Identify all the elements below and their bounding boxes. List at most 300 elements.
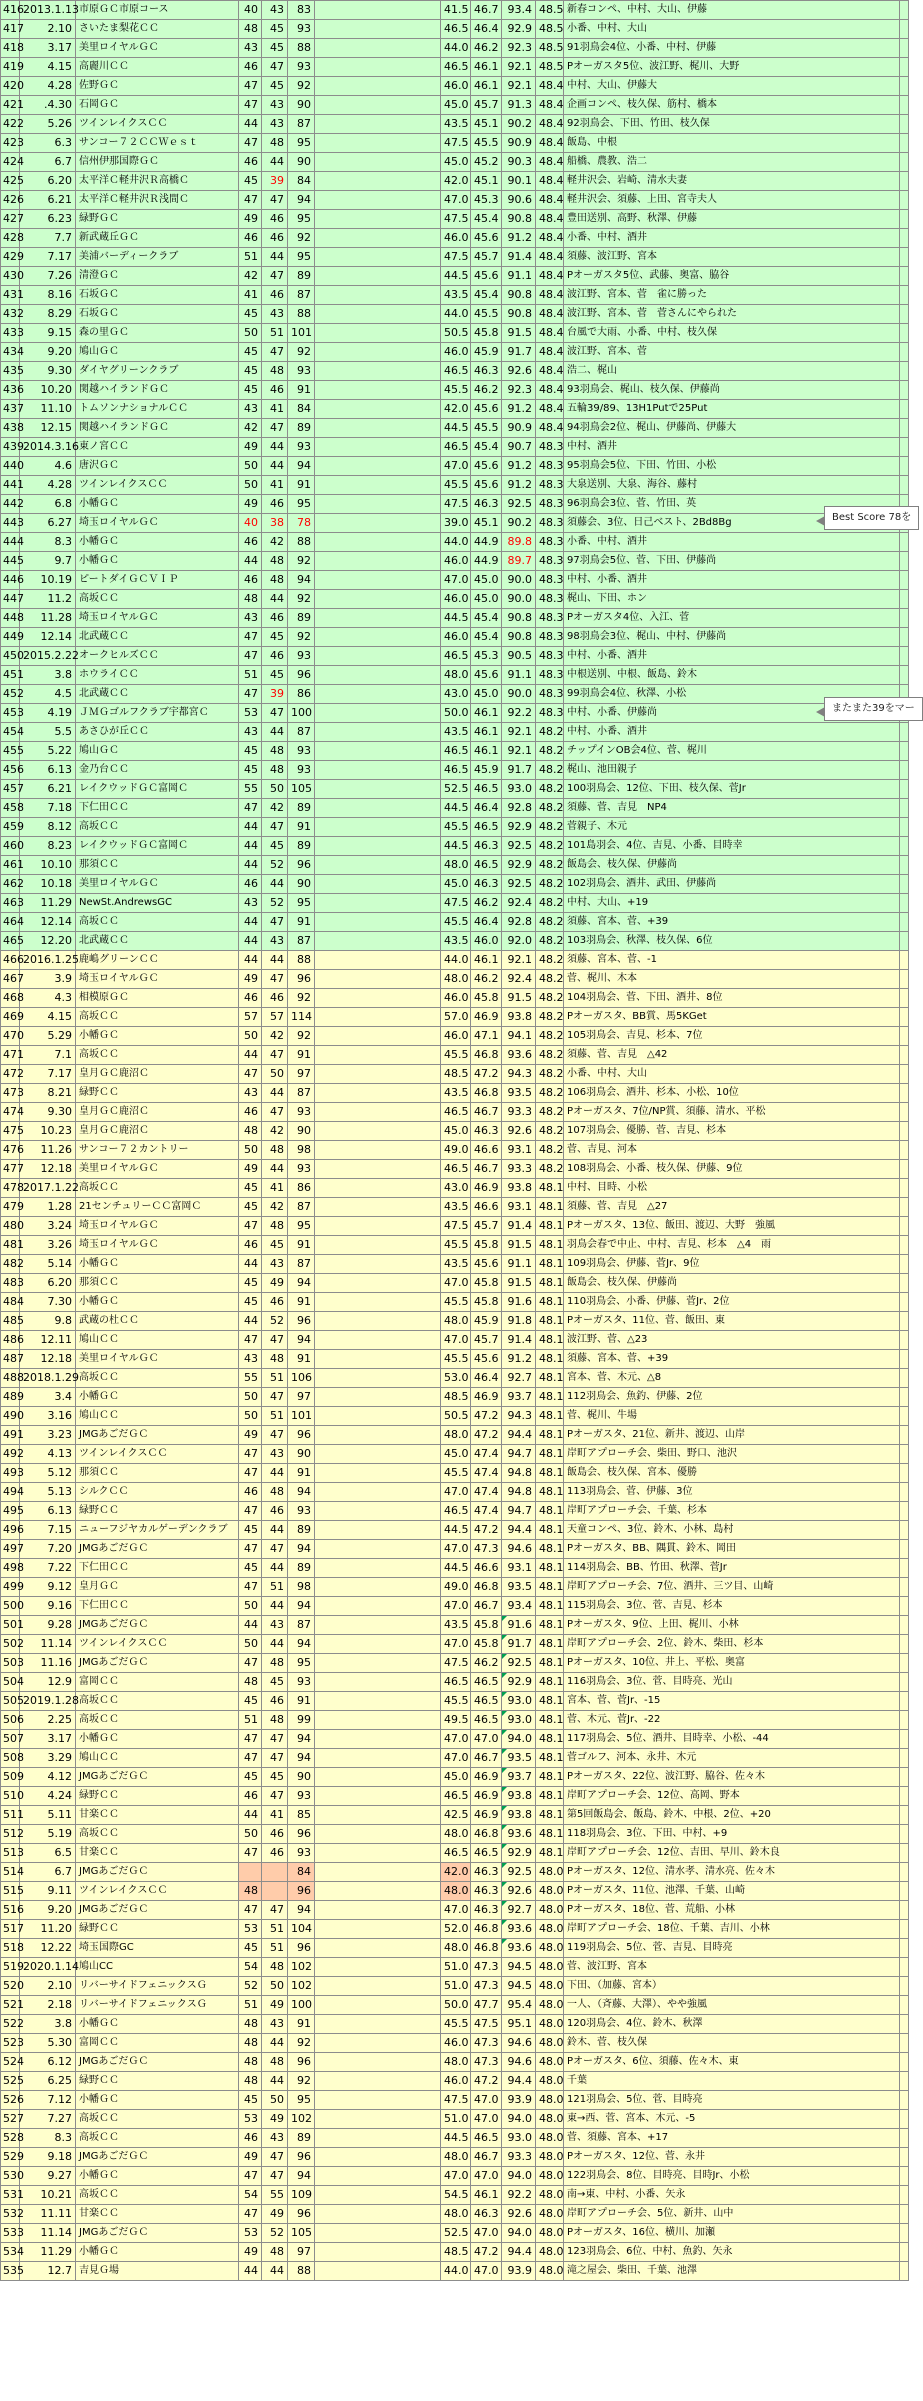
average-overall: 48.0 xyxy=(536,2015,564,2034)
out-score: 44 xyxy=(239,1312,262,1331)
table-row xyxy=(1,1350,909,1369)
total-score: 96 xyxy=(288,856,315,875)
in-score: 44 xyxy=(262,1464,288,1483)
table-row xyxy=(1,1236,909,1255)
date-cell: 6.5 xyxy=(20,1844,76,1863)
gap-cell xyxy=(315,1825,441,1844)
memo-cell: 台風で大雨、小番、中村、枝久保 xyxy=(564,324,900,343)
average-overall: 48.2 xyxy=(536,837,564,856)
total-score: 91 xyxy=(288,1046,315,1065)
memo-cell: Pオーガスタ、22位、波江野、脇谷、佐々木 xyxy=(564,1768,900,1787)
out-score: 49 xyxy=(239,970,262,989)
gap-cell xyxy=(315,2015,441,2034)
course-cell: 新武蔵丘ＧＣ xyxy=(76,229,239,248)
in-score: 44 xyxy=(262,2262,288,2281)
average-half: 49.0 xyxy=(441,1141,471,1160)
total-score: 92 xyxy=(288,2072,315,2091)
edge-cell xyxy=(900,324,909,343)
table-row xyxy=(1,590,909,609)
row-number: 512 xyxy=(1,1825,20,1844)
memo-cell: 須藤、宮本、菅、+39 xyxy=(564,913,900,932)
row-number: 511 xyxy=(1,1806,20,1825)
edge-cell xyxy=(900,1312,909,1331)
average-overall: 48.4 xyxy=(536,210,564,229)
average-overall: 48.4 xyxy=(536,305,564,324)
in-score: 47 xyxy=(262,419,288,438)
average-half: 48.5 xyxy=(441,1065,471,1084)
total-score: 100 xyxy=(288,1996,315,2015)
row-number: 529 xyxy=(1,2148,20,2167)
memo-cell: 飯島会、枝久保、伊藤尚 xyxy=(564,1274,900,1293)
average-overall: 48.2 xyxy=(536,951,564,970)
date-cell: 5.14 xyxy=(20,1255,76,1274)
average-total: 94.8 xyxy=(502,1464,536,1483)
date-cell: 3.9 xyxy=(20,970,76,989)
in-score: 46 xyxy=(262,989,288,1008)
course-cell: ツインレイクスＣＣ xyxy=(76,115,239,134)
in-score: 47 xyxy=(262,191,288,210)
edge-cell xyxy=(900,2262,909,2281)
date-cell: 5.5 xyxy=(20,723,76,742)
course-cell: 埼玉ロイヤルＧＣ xyxy=(76,1217,239,1236)
table-row xyxy=(1,894,909,913)
average-recent: 45.8 xyxy=(471,324,502,343)
average-total: 93.6 xyxy=(502,1825,536,1844)
in-score: 46 xyxy=(262,1825,288,1844)
average-total: 92.7 xyxy=(502,1369,536,1388)
memo-cell: 菅、須藤、宮本、+17 xyxy=(564,2129,900,2148)
average-recent: 47.2 xyxy=(471,1426,502,1445)
total-score: 102 xyxy=(288,1977,315,1996)
date-cell: 7.17 xyxy=(20,1065,76,1084)
average-overall: 48.1 xyxy=(536,1806,564,1825)
row-number: 484 xyxy=(1,1293,20,1312)
date-cell: 6.7 xyxy=(20,1863,76,1882)
out-score: 48 xyxy=(239,590,262,609)
table-row xyxy=(1,381,909,400)
memo-cell: Pオーガスタ、11位、菅、飯田、東 xyxy=(564,1312,900,1331)
average-half: 53.0 xyxy=(441,1369,471,1388)
average-total: 92.9 xyxy=(502,818,536,837)
average-recent: 46.8 xyxy=(471,1084,502,1103)
table-row xyxy=(1,2167,909,2186)
average-total: 92.5 xyxy=(502,1863,536,1882)
total-score: 89 xyxy=(288,1521,315,1540)
out-score: 44 xyxy=(239,1255,262,1274)
out-score: 46 xyxy=(239,1103,262,1122)
average-recent: 46.5 xyxy=(471,2129,502,2148)
gap-cell xyxy=(315,1065,441,1084)
average-half: 48.0 xyxy=(441,970,471,989)
date-cell: 8.29 xyxy=(20,305,76,324)
memo-cell: 91羽鳥会4位、小番、中村、伊藤 xyxy=(564,39,900,58)
edge-cell xyxy=(900,1331,909,1350)
average-total: 93.3 xyxy=(502,1160,536,1179)
total-score: 102 xyxy=(288,2110,315,2129)
date-cell: 11.20 xyxy=(20,1920,76,1939)
in-score: 44 xyxy=(262,1160,288,1179)
memo-cell: Pオーガスタ、11位、池澤、千葉、山崎 xyxy=(564,1882,900,1901)
gap-cell xyxy=(315,666,441,685)
out-score: 45 xyxy=(239,1198,262,1217)
total-score: 87 xyxy=(288,1616,315,1635)
average-recent: 45.8 xyxy=(471,1635,502,1654)
gap-cell xyxy=(315,1293,441,1312)
edge-cell xyxy=(900,1825,909,1844)
average-half: 47.0 xyxy=(441,1331,471,1350)
course-cell: 美里ロイヤルＧＣ xyxy=(76,39,239,58)
average-half: 45.5 xyxy=(441,818,471,837)
average-half: 46.5 xyxy=(441,1502,471,1521)
average-recent: 45.8 xyxy=(471,989,502,1008)
average-half: 47.5 xyxy=(441,1217,471,1236)
gap-cell xyxy=(315,1464,441,1483)
memo-cell: 97羽鳥会5位、菅、下田、伊藤尚 xyxy=(564,552,900,571)
average-total: 92.6 xyxy=(502,1122,536,1141)
total-score: 86 xyxy=(288,1179,315,1198)
table-row xyxy=(1,1198,909,1217)
edge-cell xyxy=(900,894,909,913)
out-score: 49 xyxy=(239,438,262,457)
edge-cell xyxy=(900,1027,909,1046)
average-recent: 46.4 xyxy=(471,799,502,818)
edge-cell xyxy=(900,1483,909,1502)
average-overall: 48.1 xyxy=(536,1768,564,1787)
average-recent: 46.6 xyxy=(471,1141,502,1160)
average-overall: 48.1 xyxy=(536,1293,564,1312)
course-cell: 関越ハイランドＧＣ xyxy=(76,419,239,438)
average-half: 44.0 xyxy=(441,533,471,552)
memo-cell: 106羽鳥会、酒井、杉本、小松、10位 xyxy=(564,1084,900,1103)
table-row xyxy=(1,2034,909,2053)
table-row xyxy=(1,1,909,20)
average-total: 92.6 xyxy=(502,2205,536,2224)
average-recent: 46.9 xyxy=(471,1008,502,1027)
average-total: 93.0 xyxy=(502,1711,536,1730)
average-recent: 46.3 xyxy=(471,362,502,381)
average-half: 42.0 xyxy=(441,1863,471,1882)
edge-cell xyxy=(900,2243,909,2262)
average-recent: 45.6 xyxy=(471,1350,502,1369)
table-row xyxy=(1,2262,909,2281)
row-number: 514 xyxy=(1,1863,20,1882)
average-half: 46.5 xyxy=(441,1844,471,1863)
average-overall: 48.1 xyxy=(536,1217,564,1236)
table-row xyxy=(1,1749,909,1768)
out-score: 45 xyxy=(239,381,262,400)
gap-cell xyxy=(315,362,441,381)
average-overall: 48.3 xyxy=(536,628,564,647)
average-recent: 45.5 xyxy=(471,134,502,153)
average-half: 45.5 xyxy=(441,1464,471,1483)
date-cell: 11.14 xyxy=(20,1635,76,1654)
course-cell: 清澄ＧＣ xyxy=(76,267,239,286)
row-number: 468 xyxy=(1,989,20,1008)
course-cell: ツインレイクスＣＣ xyxy=(76,1635,239,1654)
table-row xyxy=(1,457,909,476)
average-half: 52.0 xyxy=(441,1920,471,1939)
average-total: 92.4 xyxy=(502,970,536,989)
date-cell: 11.29 xyxy=(20,894,76,913)
total-score: 91 xyxy=(288,818,315,837)
average-recent: 45.6 xyxy=(471,267,502,286)
course-cell: 高坂ＣＣ xyxy=(76,2186,239,2205)
total-score: 94 xyxy=(288,2167,315,2186)
date-cell: 8.3 xyxy=(20,2129,76,2148)
edge-cell xyxy=(900,343,909,362)
out-score: 44 xyxy=(239,2262,262,2281)
total-score: 106 xyxy=(288,1369,315,1388)
edge-cell xyxy=(900,20,909,39)
course-cell: 21センチュリーＣＣ富岡Ｃ xyxy=(76,1198,239,1217)
average-half: 46.5 xyxy=(441,58,471,77)
gap-cell xyxy=(315,647,441,666)
memo-cell: 114羽鳥会、BB、竹田、秋澤、菅Jr xyxy=(564,1559,900,1578)
total-score: 102 xyxy=(288,1958,315,1977)
date-cell: 2015.2.22 xyxy=(20,647,76,666)
in-score: 43 xyxy=(262,1445,288,1464)
average-total: 90.7 xyxy=(502,438,536,457)
average-recent: 46.7 xyxy=(471,1103,502,1122)
average-total: 92.3 xyxy=(502,381,536,400)
average-total: 94.4 xyxy=(502,1521,536,1540)
average-overall: 48.0 xyxy=(536,1863,564,1882)
memo-cell: 120羽鳥会、4位、鈴木、秋澤 xyxy=(564,2015,900,2034)
in-score: 46 xyxy=(262,609,288,628)
out-score: 44 xyxy=(239,913,262,932)
edge-cell xyxy=(900,818,909,837)
date-cell: 12.7 xyxy=(20,2262,76,2281)
average-recent: 45.5 xyxy=(471,419,502,438)
total-score: 95 xyxy=(288,495,315,514)
course-cell: 甘楽ＣＣ xyxy=(76,2205,239,2224)
out-score: 47 xyxy=(239,1464,262,1483)
gap-cell xyxy=(315,1863,441,1882)
total-score: 114 xyxy=(288,1008,315,1027)
total-score: 90 xyxy=(288,1768,315,1787)
table-row xyxy=(1,1426,909,1445)
average-recent: 46.3 xyxy=(471,2205,502,2224)
row-number: 467 xyxy=(1,970,20,989)
out-score: 44 xyxy=(239,818,262,837)
average-recent: 47.3 xyxy=(471,2053,502,2072)
gap-cell xyxy=(315,1977,441,1996)
table-row xyxy=(1,2243,909,2262)
in-score: 43 xyxy=(262,1255,288,1274)
in-score: 47 xyxy=(262,1046,288,1065)
memo-cell: 95羽鳥会5位、下田、竹田、小松 xyxy=(564,457,900,476)
table-row xyxy=(1,989,909,1008)
average-recent: 46.7 xyxy=(471,1,502,20)
average-total: 93.1 xyxy=(502,1198,536,1217)
average-overall: 48.5 xyxy=(536,20,564,39)
out-score: 48 xyxy=(239,2072,262,2091)
average-half: 46.0 xyxy=(441,1027,471,1046)
table-row xyxy=(1,495,909,514)
table-row xyxy=(1,153,909,172)
out-score: 45 xyxy=(239,1179,262,1198)
average-recent: 46.4 xyxy=(471,1369,502,1388)
average-overall: 48.2 xyxy=(536,894,564,913)
average-half: 47.5 xyxy=(441,495,471,514)
average-overall: 48.0 xyxy=(536,2053,564,2072)
gap-cell xyxy=(315,1103,441,1122)
row-number: 500 xyxy=(1,1597,20,1616)
table-row xyxy=(1,20,909,39)
row-number: 437 xyxy=(1,400,20,419)
date-cell: 12.15 xyxy=(20,419,76,438)
in-score: 51 xyxy=(262,1578,288,1597)
average-overall: 48.0 xyxy=(536,2205,564,2224)
gap-cell xyxy=(315,799,441,818)
row-number: 425 xyxy=(1,172,20,191)
average-overall: 48.0 xyxy=(536,2110,564,2129)
total-score: 95 xyxy=(288,134,315,153)
out-score: 49 xyxy=(239,210,262,229)
average-recent: 46.1 xyxy=(471,2186,502,2205)
callout-best-score: Best Score 78を xyxy=(824,506,919,530)
course-cell: ピートダイＧＣＶＩＰ xyxy=(76,571,239,590)
average-recent: 45.1 xyxy=(471,514,502,533)
average-total: 92.1 xyxy=(502,742,536,761)
gap-cell xyxy=(315,2205,441,2224)
total-score: 105 xyxy=(288,780,315,799)
gap-cell xyxy=(315,1730,441,1749)
date-cell: 6.20 xyxy=(20,1274,76,1293)
average-total: 89.7 xyxy=(502,552,536,571)
total-score: 92 xyxy=(288,1027,315,1046)
table-row xyxy=(1,1388,909,1407)
average-overall: 48.1 xyxy=(536,1844,564,1863)
average-total: 91.1 xyxy=(502,666,536,685)
memo-cell: 波江野、宮本、菅 雀に勝った xyxy=(564,286,900,305)
table-row xyxy=(1,210,909,229)
row-number: 525 xyxy=(1,2072,20,2091)
edge-cell xyxy=(900,2186,909,2205)
in-score: 50 xyxy=(262,780,288,799)
memo-cell: Pオーガスタ、21位、新井、渡辺、山岸 xyxy=(564,1426,900,1445)
edge-cell xyxy=(900,1597,909,1616)
total-score: 91 xyxy=(288,1350,315,1369)
gap-cell xyxy=(315,1635,441,1654)
out-score: 46 xyxy=(239,571,262,590)
average-overall: 48.2 xyxy=(536,856,564,875)
out-score: 45 xyxy=(239,1293,262,1312)
in-score: 45 xyxy=(262,39,288,58)
out-score: 42 xyxy=(239,419,262,438)
course-cell: 下仁田ＣＣ xyxy=(76,1559,239,1578)
average-total: 92.5 xyxy=(502,1654,536,1673)
average-overall: 48.3 xyxy=(536,666,564,685)
average-half: 47.5 xyxy=(441,2091,471,2110)
average-half: 47.5 xyxy=(441,894,471,913)
average-recent: 47.2 xyxy=(471,2072,502,2091)
row-number: 494 xyxy=(1,1483,20,1502)
course-cell: 美里ロイヤルＧＣ xyxy=(76,1160,239,1179)
out-score: 47 xyxy=(239,1578,262,1597)
edge-cell xyxy=(900,647,909,666)
average-total: 93.3 xyxy=(502,1103,536,1122)
row-number: 510 xyxy=(1,1787,20,1806)
row-number: 460 xyxy=(1,837,20,856)
gap-cell xyxy=(315,438,441,457)
average-overall: 48.2 xyxy=(536,780,564,799)
average-overall: 48.2 xyxy=(536,875,564,894)
edge-cell xyxy=(900,96,909,115)
edge-cell xyxy=(900,172,909,191)
average-half: 45.5 xyxy=(441,1046,471,1065)
average-overall: 48.1 xyxy=(536,1502,564,1521)
edge-cell xyxy=(900,970,909,989)
memo-cell: 107羽鳥会、優勝、菅、吉見、杉本 xyxy=(564,1122,900,1141)
course-cell: 小幡ＧＣ xyxy=(76,2243,239,2262)
memo-cell: 菅ゴルフ、河本、永井、木元 xyxy=(564,1749,900,1768)
out-score: 45 xyxy=(239,1768,262,1787)
in-score: 52 xyxy=(262,894,288,913)
course-cell: 下仁田ＣＣ xyxy=(76,799,239,818)
average-recent: 45.1 xyxy=(471,172,502,191)
course-cell: 甘楽ＣＣ xyxy=(76,1806,239,1825)
row-number: 470 xyxy=(1,1027,20,1046)
average-half: 45.5 xyxy=(441,381,471,400)
edge-cell xyxy=(900,2205,909,2224)
average-overall: 48.1 xyxy=(536,1730,564,1749)
date-cell: 7.26 xyxy=(20,267,76,286)
course-cell: 埼玉ロイヤルＧＣ xyxy=(76,1236,239,1255)
average-total: 92.2 xyxy=(502,704,536,723)
in-score: 47 xyxy=(262,1388,288,1407)
out-score: 43 xyxy=(239,723,262,742)
out-score: 43 xyxy=(239,400,262,419)
gap-cell xyxy=(315,343,441,362)
gap-cell xyxy=(315,1768,441,1787)
date-cell: 7.17 xyxy=(20,248,76,267)
total-score: 93 xyxy=(288,761,315,780)
total-score: 100 xyxy=(288,704,315,723)
average-recent: 46.1 xyxy=(471,58,502,77)
out-score: 48 xyxy=(239,1673,262,1692)
edge-cell xyxy=(900,2072,909,2091)
total-score: 83 xyxy=(288,1,315,20)
gap-cell xyxy=(315,723,441,742)
memo-cell: Pオーガスタ5位、武藤、奥富、脇谷 xyxy=(564,267,900,286)
edge-cell xyxy=(900,761,909,780)
in-score: 44 xyxy=(262,951,288,970)
table-row xyxy=(1,1920,909,1939)
average-overall: 48.1 xyxy=(536,1426,564,1445)
average-overall: 48.0 xyxy=(536,2186,564,2205)
average-total: 93.8 xyxy=(502,1806,536,1825)
average-recent: 46.2 xyxy=(471,970,502,989)
edge-cell xyxy=(900,457,909,476)
average-recent: 46.9 xyxy=(471,1787,502,1806)
course-cell: 下仁田ＣＣ xyxy=(76,1597,239,1616)
memo-cell: 中村、小番、伊藤尚 xyxy=(564,704,900,723)
edge-cell xyxy=(900,2224,909,2243)
gap-cell xyxy=(315,856,441,875)
gap-cell xyxy=(315,514,441,533)
course-cell: JMGあごだＧＣ xyxy=(76,2224,239,2243)
gap-cell xyxy=(315,2148,441,2167)
row-number: 465 xyxy=(1,932,20,951)
row-number: 518 xyxy=(1,1939,20,1958)
average-recent: 45.4 xyxy=(471,210,502,229)
average-recent: 45.5 xyxy=(471,305,502,324)
average-overall: 48.1 xyxy=(536,1331,564,1350)
memo-cell: 岸町アプローチ会、12位、高岡、野本 xyxy=(564,1787,900,1806)
average-half: 46.5 xyxy=(441,1673,471,1692)
gap-cell xyxy=(315,39,441,58)
